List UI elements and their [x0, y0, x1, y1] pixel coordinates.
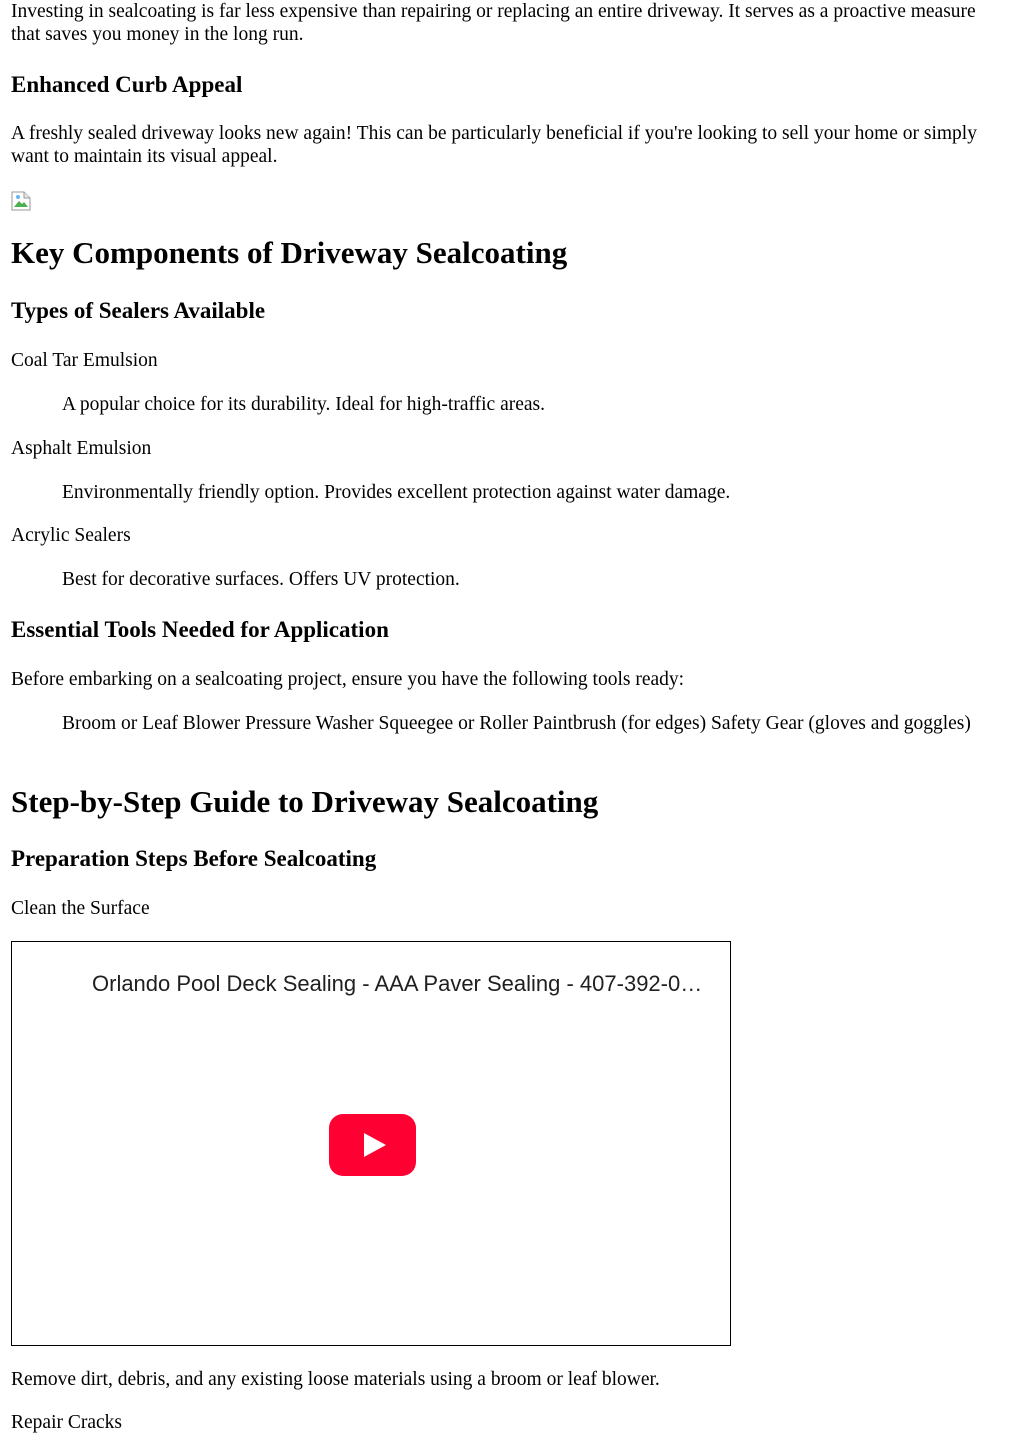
preparation-heading: Preparation Steps Before Sealcoating — [11, 846, 377, 871]
clean-surface-label: Clean the Surface — [11, 898, 150, 919]
play-button-icon[interactable] — [329, 1114, 416, 1176]
sealer-term: Acrylic Sealers — [11, 525, 131, 546]
tools-heading: Essential Tools Needed for Application — [11, 617, 389, 642]
curb-appeal-paragraph: A freshly sealed driveway looks new again! This can be particularly beneficial if you're looking to sell your home or simply want to maintain its visual appeal. — [11, 123, 977, 167]
intro-paragraph: Investing in sealcoating is far less expensive than repairing or replacing an entire driveway. It serves as a proactive measure that saves you money in the long run. — [11, 1, 976, 45]
sealer-term: Coal Tar Emulsion — [11, 350, 158, 371]
embedded-video-player[interactable] — [11, 941, 731, 1346]
sealer-description: A popular choice for its durability. Ideal for high-traffic areas. — [62, 394, 545, 415]
guide-heading: Step-by-Step Guide to Driveway Sealcoating — [11, 784, 599, 819]
tools-list: Broom or Leaf Blower Pressure Washer Squeegee or Roller Paintbrush (for edges) Safety Gear (gloves and goggles) — [62, 713, 971, 734]
broken-image-icon — [11, 191, 31, 211]
sealers-heading: Types of Sealers Available — [11, 298, 266, 323]
key-components-heading: Key Components of Driveway Sealcoating — [11, 235, 568, 270]
repair-cracks-label: Repair Cracks — [11, 1412, 123, 1433]
sealer-description: Best for decorative surfaces. Offers UV protection. — [62, 569, 460, 590]
curb-appeal-heading: Enhanced Curb Appeal — [11, 72, 243, 97]
sealer-description: Environmentally friendly option. Provides excellent protection against water damage. — [62, 482, 731, 503]
sealer-term: Asphalt Emulsion — [11, 438, 152, 459]
remove-dirt-paragraph: Remove dirt, debris, and any existing loose materials using a broom or leaf blower. — [11, 1369, 660, 1390]
tools-intro: Before embarking on a sealcoating project, ensure you have the following tools ready: — [11, 669, 685, 690]
video-title[interactable]: Orlando Pool Deck Sealing - AAA Paver Sealing - 407-392-0… — [92, 971, 703, 996]
